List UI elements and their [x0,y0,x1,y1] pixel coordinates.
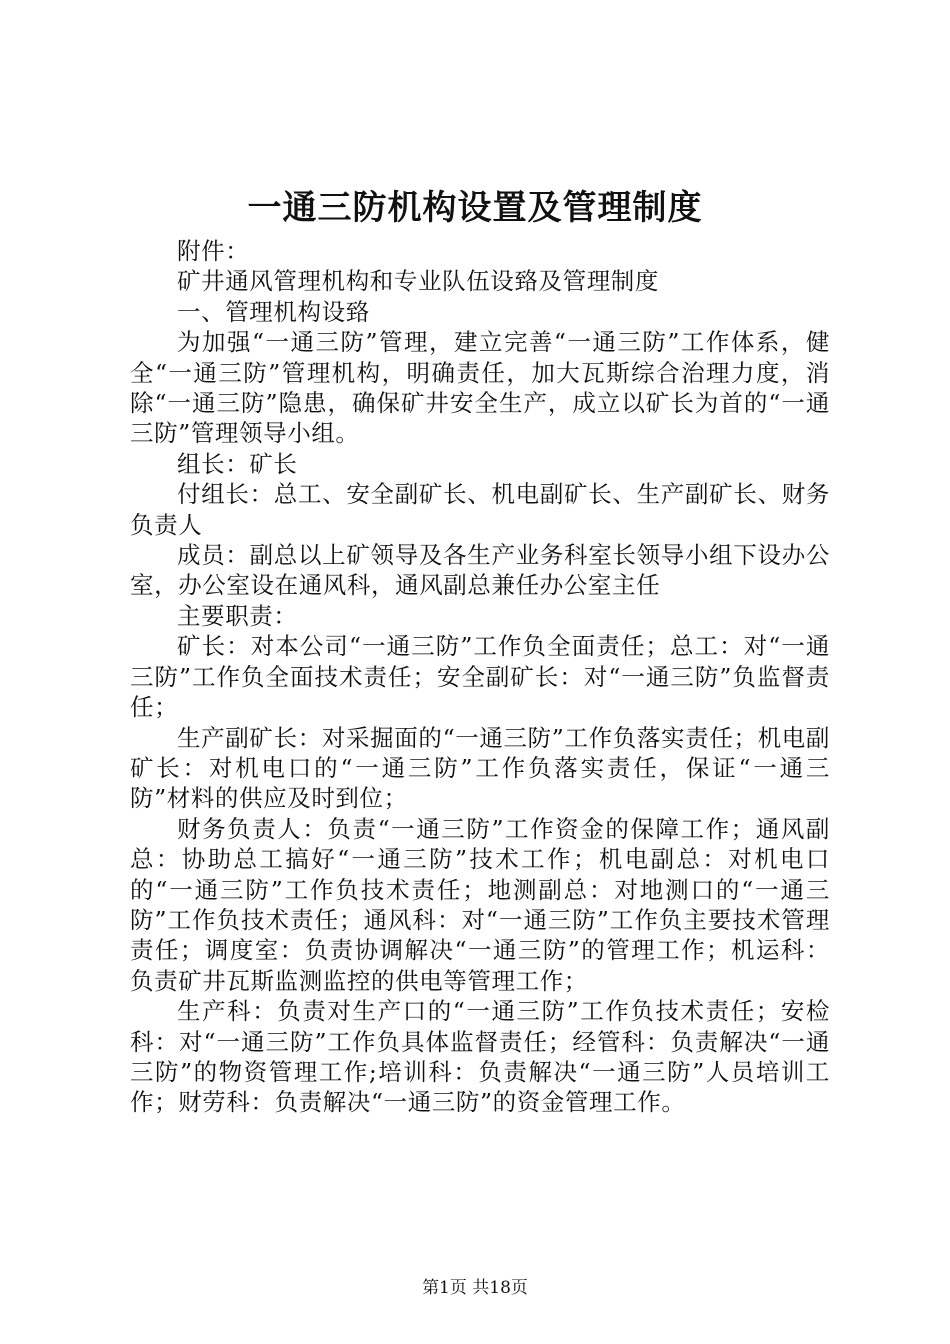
section-heading: 一、管理机构设臵 [177,297,370,326]
document-body [130,236,830,1118]
paragraph-duties-4: 生产科：负责对生产口的“一通三防”工作负技术责任；安检科：对“一通三防”工作负具体监督责任；经管科：负责解决“一通三防”的物资管理工作;培训科：负责解决“一通三防”人员培训工作；财劳科：负责解决“一通三防”的资金管理工作。 [130,997,830,1117]
paragraph-intro: 为加强“一通三防”管理，建立完善“一通三防”工作体系，健全“一通三防”管理机构，明确责任，加大瓦斯综合治理力度，消除“一通三防”隐患，确保矿井安全生产，成立以矿长为首的“一通三防”管理领导小组。 [130,328,830,448]
paragraph-deputy-leaders: 付组长：总工、安全副矿长、机电副矿长、生产副矿长、财务负责人 [130,480,830,539]
page-footer: 第1页 共18页 [422,1278,528,1298]
paragraph-duties-heading: 主要职责： [177,601,298,630]
paragraph-members: 成员：副总以上矿领导及各生产业务科室长领导小组下设办公室，办公室设在通风科，通风副总兼任办公室主任 [130,541,830,600]
paragraph-duties-1: 矿长：对本公司“一通三防”工作负全面责任；总工：对“一通三防”工作负全面技术责任；安全副矿长：对“一通三防”负监督责任； [130,632,830,722]
paragraph-attachment-label: 附件： [177,237,250,265]
paragraph-duties-3: 财务负责人：负责“一通三防”工作资金的保障工作；通风副总：协助总工搞好“一通三防”技术工作；机电副总：对机电口的“一通三防”工作负技术责任；地测副总：对地测口的“一通三防”工作负技术责任；通风科：对“一通三防”工作负主要技术管理责任；调度室：负责协调解决“一通三防”的管理工作；机运科：负责矿井瓦斯监测监控的供电等管理工作； [130,814,830,995]
paragraph-duties-2: 生产副矿长：对采掘面的“一通三防”工作负落实责任；机电副矿长：对机电口的“一通三防”工作负落实责任，保证“一通三防”材料的供应及时到位； [130,723,830,813]
document-title: 一通三防机构设置及管理制度 [247,188,703,228]
paragraph-leader: 组长：矿长 [177,449,298,478]
paragraph-subtitle: 矿井通风管理机构和专业队伍设臵及管理制度 [177,267,659,296]
